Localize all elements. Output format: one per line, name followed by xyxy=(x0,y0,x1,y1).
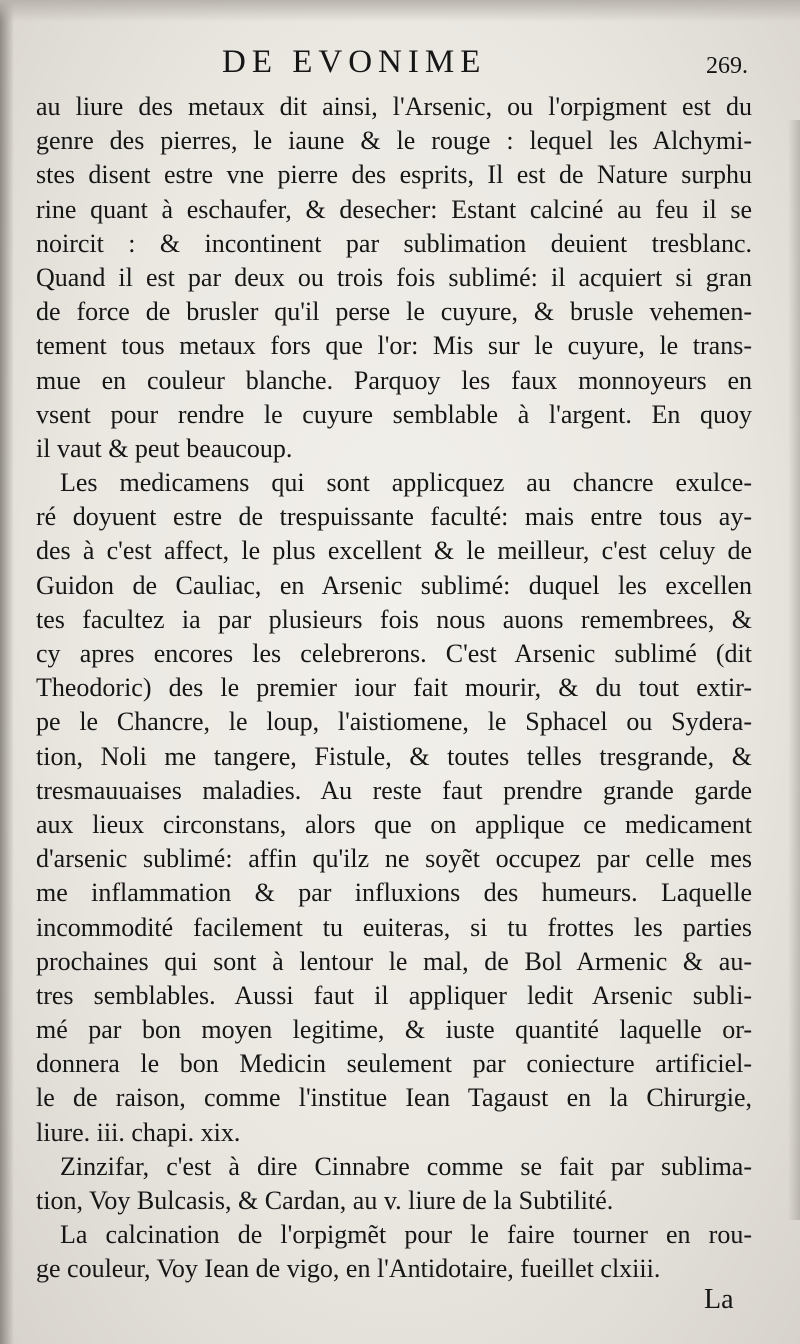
page-right-shadow xyxy=(788,120,800,1220)
text-line: mé par bon moyen legitime, & iuste quantité laquelle or- xyxy=(36,1015,752,1045)
text-line: me inflammation & par influxions des humeurs. Laquelle xyxy=(36,878,752,908)
paragraph xyxy=(36,466,752,1150)
page-top-shadow xyxy=(0,0,800,22)
text-line: La calcination de l'orpigmẽt pour le faire tourner en rou- xyxy=(60,1220,752,1250)
text-line: ge couleur, Voy Iean de vigo, en l'Antidotaire, fueillet clxiii. xyxy=(36,1254,661,1284)
running-head-title: DE EVONIME xyxy=(222,44,487,80)
page-gutter-shadow xyxy=(0,0,14,1344)
text-line: genre des pierres, le iaune & le rouge : lequel les Alchymi- xyxy=(36,126,752,156)
paragraph xyxy=(36,90,752,466)
text-line: Guidon de Cauliac, en Arsenic sublimé: duquel les excellen xyxy=(36,570,752,600)
text-line: pe le Chancre, le loup, l'aistiomene, le Sphacel ou Sydera- xyxy=(36,707,752,737)
text-line: d'arsenic sublimé: affin qu'ilz ne soyẽt occupez par celle mes xyxy=(36,844,752,874)
text-line: Les medicamens qui sont applicquez au chancre exulce- xyxy=(60,468,752,498)
text-line: il vaut & peut beaucoup. xyxy=(36,433,293,463)
page-number: 269. xyxy=(706,53,748,79)
text-line: vsent pour rendre le cuyure semblable à l'argent. En quoy xyxy=(36,399,752,429)
paragraph xyxy=(36,1150,752,1218)
text-line: tion, Noli me tangere, Fistule, & toutes telles tresgrande, & xyxy=(36,741,752,771)
text-line: liure. iii. chapi. xix. xyxy=(36,1117,241,1147)
text-line: aux lieux circonstans, alors que on applique ce medicament xyxy=(36,809,752,839)
text-line: noircit : & incontinent par sublimation deuient tresblanc. xyxy=(36,228,752,258)
text-line: tement tous metaux fors que l'or: Mis sur le cuyure, le trans- xyxy=(36,331,752,361)
text-line: des à c'est affect, le plus excellent & le meilleur, c'est celuy de xyxy=(36,536,752,566)
paragraph xyxy=(36,1218,752,1286)
text-line: tes facultez ia par plusieurs fois nous auons remembrees, & xyxy=(36,604,752,634)
text-block xyxy=(36,90,752,1287)
text-line: tresmauuaises maladies. Au reste faut prendre grande garde xyxy=(36,775,752,805)
text-line: Zinzifar, c'est à dire Cinnabre comme se fait par sublima- xyxy=(60,1151,752,1181)
running-head xyxy=(0,40,800,90)
text-line: tion, Voy Bulcasis, & Cardan, au v. liure de la Subtilité. xyxy=(36,1186,614,1215)
text-line: incommodité facilement tu euiteras, si tu frottes les parties xyxy=(36,912,752,942)
text-line: Quand il est par deux ou trois fois sublimé: il acquiert si gran xyxy=(36,262,752,292)
text-line: cy apres encores les celebrerons. C'est Arsenic sublimé (dit xyxy=(36,639,752,668)
text-line: de force de brusler qu'il perse le cuyure, & brusle vehemen- xyxy=(36,297,752,327)
text-line: Theodoric) des le premier iour fait mourir, & du tout extir- xyxy=(36,673,752,703)
text-line: mue en couleur blanche. Parquoy les faux monnoyeurs en xyxy=(36,365,752,395)
text-line: tres semblables. Aussi faut il appliquer ledit Arsenic subli- xyxy=(36,980,752,1010)
text-line: donnera le bon Medicin seulement par coniecture artificiel- xyxy=(36,1049,752,1079)
catchword: La xyxy=(704,1284,734,1315)
text-line: rine quant à eschaufer, & desecher: Estant calciné au feu il se xyxy=(36,194,752,224)
text-line: ré doyuent estre de trespuissante faculté: mais entre tous ay- xyxy=(36,502,752,532)
text-line: le de raison, comme l'institue Iean Tagaust en la Chirurgie, xyxy=(36,1083,752,1113)
text-line: au liure des metaux dit ainsi, l'Arsenic, ou l'orpigment est du xyxy=(36,92,752,121)
text-line: stes disent estre vne pierre des esprits, Il est de Nature surphu xyxy=(36,160,752,190)
text-line: prochaines qui sont à lentour le mal, de Bol Armenic & au- xyxy=(36,946,752,976)
